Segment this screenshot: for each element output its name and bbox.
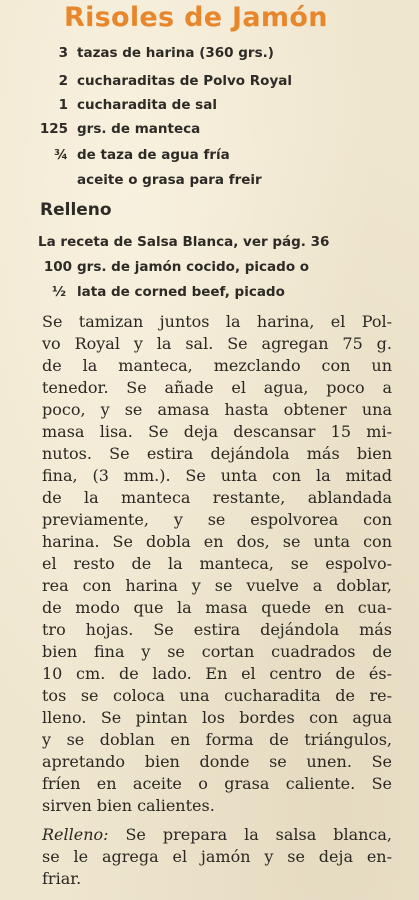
filling-note-label: Relleno: [42, 825, 109, 844]
instruction-line: vo Royal y la sal. Se agregan 75 g. [42, 334, 392, 353]
instruction-line: fina, (3 mm.). Se unta con la mitad [42, 466, 392, 485]
ingredient-qty: 1 [58, 97, 68, 113]
filling-heading: Relleno [40, 200, 112, 220]
filling-note-line: friar. [42, 869, 82, 888]
instruction-line: y se doblan en forma de triángulos, [42, 730, 392, 749]
ingredient-text: cucharaditas de Polvo Royal [77, 73, 292, 89]
filling-qty: 100 [43, 259, 72, 275]
instruction-line: de la manteca, mezclando con un [42, 356, 392, 375]
instruction-line: nutos. Se estira dejándola más bien [42, 444, 392, 463]
ingredient-qty: 125 [39, 121, 68, 137]
instruction-line: bien fina y se cortan cuadrados de [42, 642, 392, 661]
ingredient-text: tazas de harina (360 grs.) [77, 45, 274, 61]
instruction-line: lleno. Se pintan los bordes con agua [42, 708, 392, 727]
instruction-line: de modo que la masa quede en cua- [42, 598, 392, 617]
instruction-line: poco, y se amasa hasta obtener una [42, 400, 392, 419]
instruction-line: tos se coloca una cucharadita de re- [42, 686, 392, 705]
instruction-line: harina. Se dobla en dos, se unta con [42, 532, 392, 551]
filling-row [38, 234, 329, 250]
instruction-line: rea con harina y se vuelve a doblar, [42, 576, 392, 595]
ingredient-text: aceite o grasa para freir [77, 172, 262, 188]
ingredient-qty: ¾ [54, 147, 68, 163]
filling-note-line: se le agrega el jamón y se deja en- [42, 847, 392, 866]
instruction-line: el resto de la manteca, se espolvo- [42, 554, 392, 573]
instruction-line: previamente, y se espolvorea con [42, 510, 392, 529]
instruction-line: tenedor. Se añade el agua, poco a [42, 378, 392, 397]
instruction-line: sirven bien calientes. [42, 796, 215, 815]
filling-text: grs. de jamón cocido, picado o [77, 259, 310, 275]
ingredient-text: de taza de agua fría [77, 147, 230, 163]
recipe-title: Risoles de Jamón [64, 2, 328, 33]
filling-note-line [42, 824, 392, 846]
filling-qty: ½ [52, 284, 66, 300]
ingredient-text: cucharadita de sal [77, 97, 217, 113]
ingredient-qty: 3 [58, 45, 68, 61]
instruction-line: tro hojas. Se estira dejándola más [42, 620, 392, 639]
instruction-line: apretando bien donde se unen. Se [42, 752, 392, 771]
instruction-line: masa lisa. Se deja descansar 15 mi- [42, 422, 392, 441]
ingredient-text: grs. de manteca [77, 121, 201, 137]
instruction-line: de la manteca restante, ablandada [42, 488, 392, 507]
instruction-line: 10 cm. de lado. En el centro de és- [42, 664, 392, 683]
filling-note-text: Se prepara la salsa blanca, [108, 825, 392, 844]
instruction-line: fríen en aceite o grasa caliente. Se [42, 774, 392, 793]
filling-text: La receta de Salsa Blanca, ver pág. 36 [38, 234, 330, 250]
ingredient-qty: 2 [58, 73, 68, 89]
instruction-line: Se tamizan juntos la harina, el Pol- [42, 312, 392, 331]
filling-text: lata de corned beef, picado [77, 284, 285, 300]
